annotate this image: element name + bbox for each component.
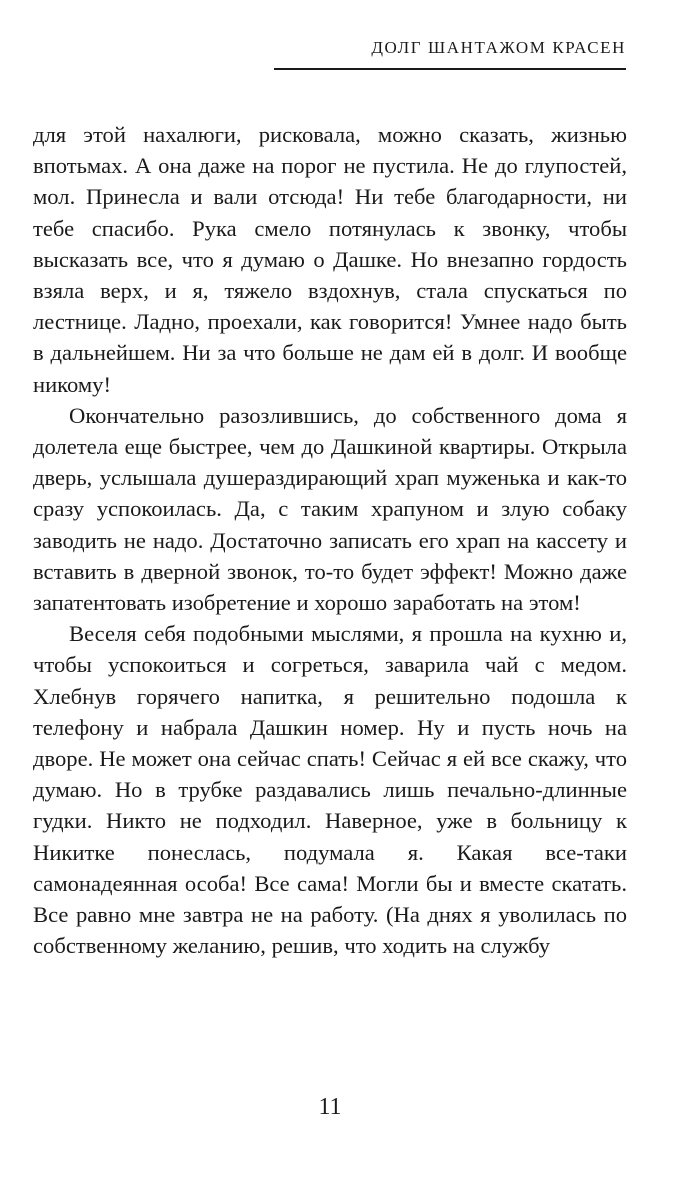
running-head: ДОЛГ ШАНТАЖОМ КРАСЕН	[371, 38, 626, 57]
page-number: 11	[318, 1094, 342, 1120]
paragraph: Веселя себя подобными мыслями, я прошла на кухню и, чтобы успокоиться и согреться, заварила чай с медом. Хлебнув горячего напитка, я решительно подошла к телефону и набрала Дашкин номер. Ну и пусть ночь на дворе. Не может она сейчас спать! Сейчас я ей все скажу, что думаю. Но в трубке раздавались лишь печально-длинные гудки. Никто не подходил. Наверное, уже в больницу к Никитке понеслась, подумала я. Какая все-таки самонадеянная особа! Все сама! Могли бы и вместе скатать. Все равно мне завтра не на работу. (На днях я уволилась по собственному желанию, решив, что ходить на службу	[33, 621, 627, 959]
paragraph: для этой нахалюги, рисковала, можно сказать, жизнью впотьмах. А она даже на порог не пустила. Не до глупостей, мол. Принесла и вали отсюда! Ни тебе благодарности, ни тебе спасибо. Рука смело потянулась к звонку, чтобы высказать все, что я думаю о Дашке. Но внезапно гордость взяла верх, и я, тяжело вздохнув, стала спускаться по лестнице. Ладно, проехали, как говорится! Умнее надо быть в дальнейшем. Ни за что больше не дам ей в долг. И вообще никому!	[33, 122, 627, 397]
body-text	[33, 119, 627, 961]
header-rule	[274, 68, 626, 70]
paragraph: Окончательно разозлившись, до собственного дома я долетела еще быстрее, чем до Дашкиной квартиры. Открыла дверь, услышала душераздирающий храп муженька и как-то сразу успокоилась. Да, с таким храпуном и злую собаку заводить не надо. Достаточно записать его храп на кассету и вставить в дверной звонок, то-то будет эффект! Можно даже запатентовать изобретение и хорошо заработать на этом!	[33, 402, 627, 616]
